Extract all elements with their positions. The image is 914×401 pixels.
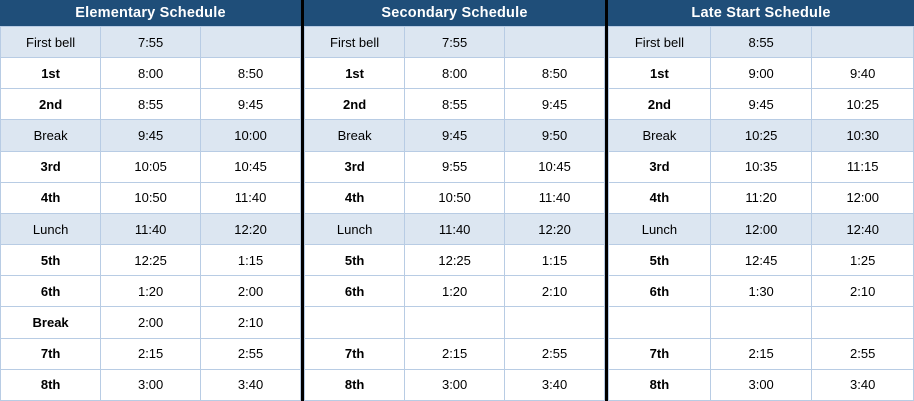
period-label-cell: Break	[609, 120, 711, 151]
period-start-cell: 3:00	[710, 369, 812, 400]
period-start-cell: 12:45	[710, 245, 812, 276]
period-end-cell: 9:50	[505, 120, 605, 151]
period-start-cell: 12:25	[101, 245, 201, 276]
table-row	[305, 27, 605, 58]
table-row	[609, 58, 914, 89]
table-row	[609, 369, 914, 400]
period-end-cell: 8:50	[505, 58, 605, 89]
table-row	[305, 245, 605, 276]
table-row	[305, 58, 605, 89]
table-row	[609, 151, 914, 182]
schedule-title-elementary: Elementary Schedule	[0, 0, 301, 26]
period-start-cell: 9:45	[710, 89, 812, 120]
schedule-title-secondary: Secondary Schedule	[304, 0, 605, 26]
period-end-cell: 11:15	[812, 151, 914, 182]
period-start-cell: 3:00	[405, 369, 505, 400]
period-end-cell: 3:40	[505, 369, 605, 400]
table-row	[609, 120, 914, 151]
period-start-cell: 8:55	[710, 27, 812, 58]
table-row	[1, 369, 301, 400]
period-end-cell: 11:40	[201, 182, 301, 213]
table-row	[609, 213, 914, 244]
period-end-cell	[201, 27, 301, 58]
table-row	[609, 182, 914, 213]
period-start-cell: 9:55	[405, 151, 505, 182]
period-label-cell: 6th	[1, 276, 101, 307]
period-end-cell: 3:40	[201, 369, 301, 400]
period-label-cell: 4th	[609, 182, 711, 213]
table-row	[1, 58, 301, 89]
period-start-cell: 11:20	[710, 182, 812, 213]
period-label-cell: Lunch	[305, 213, 405, 244]
schedule-body-elementary	[1, 27, 301, 401]
table-row	[609, 89, 914, 120]
schedule-table-secondary	[304, 26, 605, 401]
period-start-cell: 9:00	[710, 58, 812, 89]
table-row	[305, 276, 605, 307]
period-end-cell: 10:25	[812, 89, 914, 120]
period-label-cell: Lunch	[609, 213, 711, 244]
period-label-cell: 5th	[1, 245, 101, 276]
period-label-cell: 1st	[609, 58, 711, 89]
period-label-cell: 7th	[609, 338, 711, 369]
period-start-cell: 8:55	[101, 89, 201, 120]
table-row	[1, 307, 301, 338]
period-end-cell: 12:40	[812, 213, 914, 244]
period-label-cell: 2nd	[609, 89, 711, 120]
table-row	[305, 307, 605, 338]
period-start-cell: 2:00	[101, 307, 201, 338]
schedule-body-late-start	[609, 27, 914, 401]
period-start-cell: 8:00	[101, 58, 201, 89]
table-row	[305, 120, 605, 151]
period-label-cell: 2nd	[1, 89, 101, 120]
period-start-cell: 12:25	[405, 245, 505, 276]
period-label-cell: First bell	[609, 27, 711, 58]
table-row	[1, 27, 301, 58]
period-label-cell: 4th	[305, 182, 405, 213]
period-end-cell: 1:15	[505, 245, 605, 276]
table-row	[609, 338, 914, 369]
table-row	[609, 276, 914, 307]
period-label-cell: 6th	[305, 276, 405, 307]
period-end-cell: 8:50	[201, 58, 301, 89]
period-label-cell: 2nd	[305, 89, 405, 120]
period-end-cell: 11:40	[505, 182, 605, 213]
period-label-cell: First bell	[305, 27, 405, 58]
period-end-cell: 12:00	[812, 182, 914, 213]
period-start-cell: 7:55	[405, 27, 505, 58]
schedule-body-secondary	[305, 27, 605, 401]
table-row	[1, 89, 301, 120]
period-label-cell: 8th	[609, 369, 711, 400]
table-row	[1, 120, 301, 151]
table-row	[305, 338, 605, 369]
table-row	[305, 369, 605, 400]
period-start-cell	[405, 307, 505, 338]
period-label-cell: Break	[305, 120, 405, 151]
period-label-cell: 7th	[305, 338, 405, 369]
period-label-cell: Break	[1, 120, 101, 151]
table-row	[1, 276, 301, 307]
period-end-cell: 9:45	[201, 89, 301, 120]
period-start-cell: 8:00	[405, 58, 505, 89]
table-row	[1, 245, 301, 276]
table-row	[609, 307, 914, 338]
period-start-cell: 2:15	[405, 338, 505, 369]
period-end-cell	[505, 307, 605, 338]
period-label-cell: Lunch	[1, 213, 101, 244]
period-label-cell: 7th	[1, 338, 101, 369]
period-label-cell: 3rd	[305, 151, 405, 182]
period-end-cell: 2:55	[812, 338, 914, 369]
period-end-cell: 2:55	[201, 338, 301, 369]
table-row	[1, 213, 301, 244]
period-label-cell: 1st	[1, 58, 101, 89]
period-label-cell: 6th	[609, 276, 711, 307]
period-start-cell: 2:15	[710, 338, 812, 369]
period-label-cell: First bell	[1, 27, 101, 58]
period-end-cell: 1:15	[201, 245, 301, 276]
schedule-table-late-start	[608, 26, 914, 401]
period-label-cell: 5th	[305, 245, 405, 276]
period-end-cell: 10:00	[201, 120, 301, 151]
table-row	[609, 27, 914, 58]
schedule-elementary	[0, 0, 304, 401]
table-row	[305, 89, 605, 120]
schedule-table-elementary	[0, 26, 301, 401]
period-label-cell: 8th	[305, 369, 405, 400]
period-start-cell: 10:35	[710, 151, 812, 182]
period-end-cell: 3:40	[812, 369, 914, 400]
period-start-cell: 9:45	[101, 120, 201, 151]
period-start-cell	[710, 307, 812, 338]
period-start-cell: 9:45	[405, 120, 505, 151]
period-label-cell: 4th	[1, 182, 101, 213]
schedule-title-late-start: Late Start Schedule	[608, 0, 914, 26]
period-end-cell: 2:10	[505, 276, 605, 307]
period-start-cell: 11:40	[101, 213, 201, 244]
table-row	[305, 182, 605, 213]
period-end-cell: 2:00	[201, 276, 301, 307]
period-start-cell: 8:55	[405, 89, 505, 120]
period-start-cell: 2:15	[101, 338, 201, 369]
period-end-cell: 2:10	[812, 276, 914, 307]
period-label-cell: 3rd	[1, 151, 101, 182]
table-row	[1, 338, 301, 369]
table-row	[1, 182, 301, 213]
period-end-cell: 12:20	[505, 213, 605, 244]
period-end-cell: 9:40	[812, 58, 914, 89]
period-start-cell: 1:20	[405, 276, 505, 307]
period-start-cell: 1:20	[101, 276, 201, 307]
period-label-cell: 5th	[609, 245, 711, 276]
period-end-cell: 2:10	[201, 307, 301, 338]
period-start-cell: 10:05	[101, 151, 201, 182]
table-row	[305, 151, 605, 182]
schedule-secondary	[304, 0, 608, 401]
period-label-cell	[305, 307, 405, 338]
table-row	[1, 151, 301, 182]
period-label-cell: 1st	[305, 58, 405, 89]
period-end-cell: 9:45	[505, 89, 605, 120]
period-end-cell	[812, 27, 914, 58]
period-end-cell: 10:45	[201, 151, 301, 182]
period-label-cell: 8th	[1, 369, 101, 400]
period-start-cell: 7:55	[101, 27, 201, 58]
table-row	[609, 245, 914, 276]
period-start-cell: 1:30	[710, 276, 812, 307]
period-end-cell: 10:30	[812, 120, 914, 151]
period-start-cell: 12:00	[710, 213, 812, 244]
period-label-cell: 3rd	[609, 151, 711, 182]
period-end-cell: 2:55	[505, 338, 605, 369]
period-end-cell	[812, 307, 914, 338]
period-end-cell	[505, 27, 605, 58]
period-start-cell: 10:50	[405, 182, 505, 213]
period-start-cell: 3:00	[101, 369, 201, 400]
period-label-cell	[609, 307, 711, 338]
period-end-cell: 10:45	[505, 151, 605, 182]
period-start-cell: 11:40	[405, 213, 505, 244]
period-label-cell: Break	[1, 307, 101, 338]
schedule-late-start	[608, 0, 914, 401]
period-start-cell: 10:50	[101, 182, 201, 213]
period-end-cell: 12:20	[201, 213, 301, 244]
period-start-cell: 10:25	[710, 120, 812, 151]
period-end-cell: 1:25	[812, 245, 914, 276]
table-row	[305, 213, 605, 244]
